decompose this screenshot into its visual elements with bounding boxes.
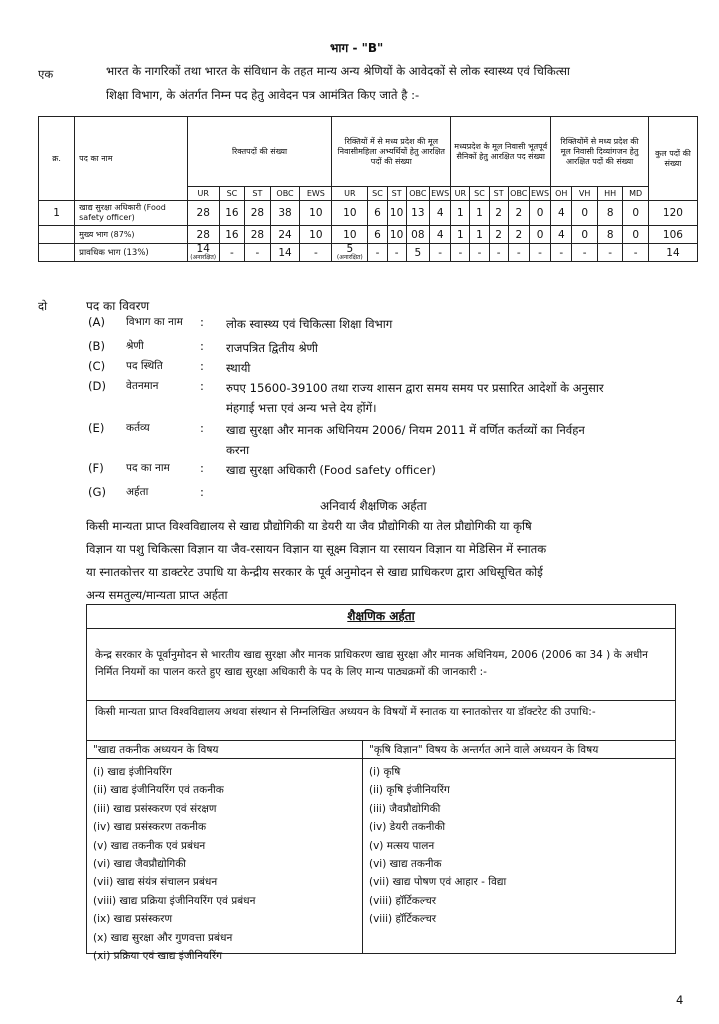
list-item: (viii) हॉर्टिकल्चर — [369, 894, 437, 907]
detail-label: श्रेणी — [126, 340, 144, 352]
sub-header-cell: ST — [489, 187, 508, 201]
cell: 28 — [245, 226, 271, 244]
cell-name: खाद्य सुरक्षा अधिकारी (Food safety officer) — [75, 201, 188, 226]
cell — [187, 244, 219, 262]
detail-separator: : — [200, 359, 204, 373]
table-row — [39, 244, 698, 262]
detail-separator: : — [200, 315, 204, 329]
cell: - — [219, 244, 245, 262]
sub-header-cell: ST — [245, 187, 271, 201]
cell: 28 — [245, 201, 271, 226]
qualification-line: या स्नातकोत्तर या डाक्टरेट उपाधि या केन्द्रीय सरकार के पूर्व अनुमोदन से खाद्य प्राधिकरण द्वारा अधिसूचित कोई — [86, 565, 543, 579]
detail-value-line: राजपत्रित द्वितीय श्रेणी — [226, 341, 318, 355]
detail-value-line: रुपए 15600-39100 तथा राज्य शासन द्वारा समय समय पर प्रसारित आदेशों के अनुसार — [226, 381, 604, 395]
cell: 6 — [368, 226, 387, 244]
qual-box-title — [87, 605, 675, 629]
cell: - — [597, 244, 623, 262]
cell: 0 — [529, 201, 550, 226]
qualification-line: अन्य समतुल्य/मान्यता प्राप्त अर्हता — [86, 588, 228, 602]
list-item: (viii) खाद्य प्रक्रिया इंजीनियरिंग एवं प्रबंधन — [93, 894, 256, 907]
qualification-box — [86, 604, 676, 963]
list-item: (iv) डेयरी तकनीकी — [369, 821, 446, 834]
sub-header-cell: VH — [572, 187, 598, 201]
cell: 24 — [270, 226, 300, 244]
detail-value — [226, 338, 686, 358]
qual-box-note1: केन्द्र सरकार के पूर्वानुमोदन से भारतीय खाद्य सुरक्षा और मानक प्राधिकरण खाद्य सुरक्षा और मानक अधिनियम, 2006 (2006 का 34 ) के अधीन निर्मित नियमों का पालन करते हुए खाद्य सुरक्षा अधिकारी के पद के लिए मान्य पाठ्यक्रमों की जानकारी :- — [87, 629, 675, 701]
qualification-line: विज्ञान या पशु चिकित्सा विज्ञान या जैव-रसायन विज्ञान या सूक्ष्म विज्ञान या रसायन विज्ञान या मेडिसिन में स्नातक — [86, 542, 547, 556]
list-item: (xi) प्रक्रिया एवं खाद्य इंजीनियरिंग — [93, 950, 223, 963]
cell: 28 — [187, 226, 219, 244]
sub-header-cell: OBC — [270, 187, 300, 201]
cell: 10 — [387, 226, 406, 244]
list-item: (iii) जैवप्रौद्योगिकी — [369, 802, 441, 815]
list-item: (ix) खाद्य प्रसंस्करण — [93, 913, 173, 926]
cell: - — [387, 244, 406, 262]
detail-separator: : — [200, 379, 204, 393]
qualification-line: किसी मान्यता प्राप्त विश्वविद्यालय से खाद्य प्रौद्योगिकी या डेयरी या जैव प्रौद्योगिकी या तेल प्रौद्योगिकी या कृषि — [86, 519, 532, 533]
list-item: (vii) खाद्य पोषण एवं आहार - विद्या — [369, 876, 507, 889]
cell: 16 — [219, 226, 245, 244]
list-item: (v) खाद्य तकनीक एवं प्रबंधन — [93, 839, 206, 852]
cell: 0 — [529, 226, 550, 244]
cell: 14 — [270, 244, 300, 262]
section-one-marker: एक — [38, 67, 54, 81]
header-disabled: रिक्तियोंमें से मध्य प्रदेश की मूल निवासी दिव्यांगजन हेतु आरक्षित पदों की संख्या — [551, 117, 649, 187]
cell: 4 — [430, 226, 451, 244]
sub-header-cell: UR — [451, 187, 470, 201]
cell-serial — [39, 226, 75, 244]
part-heading: भाग - "B" — [330, 41, 384, 55]
cell: - — [572, 244, 598, 262]
col-right-title: "कृषि विज्ञान" विषय के अन्तर्गत आने वाले अध्ययन के विषय — [363, 741, 675, 759]
cell: 28 — [187, 201, 219, 226]
cell-note: (अनारक्षित) — [336, 254, 363, 261]
cell-value: 5 — [346, 243, 354, 255]
list-item: (i) कृषि — [369, 766, 401, 778]
cell: 6 — [368, 201, 387, 226]
cell — [332, 244, 368, 262]
header-post-name: पद का नाम — [75, 117, 188, 201]
cell: 1 — [451, 201, 470, 226]
cell — [39, 244, 75, 262]
cell: - — [489, 244, 508, 262]
cell: - — [245, 244, 271, 262]
section-two-marker: दो — [38, 299, 48, 313]
detail-separator: : — [200, 421, 204, 435]
list-item: (iv) खाद्य प्रसंस्करण तकनीक — [93, 821, 207, 834]
detail-value-line: स्थायी — [226, 361, 251, 375]
detail-separator: : — [200, 485, 204, 499]
list-item: (ii) कृषि इंजीनियरिंग — [369, 784, 450, 797]
cell-serial: 1 — [39, 201, 75, 226]
detail-value-line: खाद्य सुरक्षा अधिकारी (Food safety officer) — [226, 463, 436, 477]
cell: 0 — [572, 201, 598, 226]
detail-separator: : — [200, 461, 204, 475]
sub-header-cell: EWS — [430, 187, 451, 201]
list-item: (x) खाद्य सुरक्षा और गुणवत्ता प्रबंधन — [93, 931, 233, 944]
qualification-heading: अनिवार्य शैक्षणिक अर्हता — [320, 499, 427, 513]
detail-key: (E) — [88, 421, 105, 435]
cell: 0 — [623, 226, 649, 244]
sub-header-cell: OBC — [508, 187, 529, 201]
cell: 13 — [406, 201, 429, 226]
cell-name: मुख्य भाग (87%) — [75, 226, 188, 244]
col-left-title: "खाद्य तकनीक अध्ययन के विषय — [87, 741, 363, 759]
cell: 10 — [332, 226, 368, 244]
detail-separator: : — [200, 339, 204, 353]
detail-value — [226, 378, 686, 418]
list-item: (iii) खाद्य प्रसंस्करण एवं संरक्षण — [93, 802, 217, 815]
page-number: 4 — [676, 993, 684, 1007]
detail-key: (A) — [88, 315, 105, 329]
cell: 16 — [219, 201, 245, 226]
header-ex-servicemen: मध्यप्रदेश के मूल निवासी भूतपूर्व सैनिकों हेतु आरक्षित पद संख्या — [451, 117, 551, 187]
food-tech-subject-list — [87, 759, 363, 963]
cell: - — [451, 244, 470, 262]
cell: 38 — [270, 201, 300, 226]
cell-total: 120 — [648, 201, 697, 226]
cell: - — [508, 244, 529, 262]
cell: 4 — [430, 201, 451, 226]
detail-label: विभाग का नाम — [126, 316, 183, 328]
sub-header-cell: SC — [368, 187, 387, 201]
cell: 0 — [623, 201, 649, 226]
cell: 5 — [406, 244, 429, 262]
cell-value: 14 — [196, 243, 210, 255]
detail-value-line: मंहगाई भत्ता एवं अन्य भत्ते देय होंगें। — [226, 401, 377, 415]
detail-label: वेतनमान — [126, 380, 159, 392]
detail-label: कर्तव्य — [126, 422, 150, 434]
detail-value-line: करना — [226, 443, 250, 457]
cell-total: 106 — [648, 226, 697, 244]
section-two-heading: पद का विवरण — [86, 299, 150, 313]
table-row — [39, 201, 698, 226]
detail-value-line: लोक स्वास्थ्य एवं चिकित्सा शिक्षा विभाग — [226, 317, 393, 331]
qual-box-title-text: शैक्षणिक अर्हता — [347, 609, 415, 623]
cell: - — [368, 244, 387, 262]
sub-header-cell: EWS — [529, 187, 550, 201]
cell: 10 — [300, 201, 332, 226]
sub-header-cell: ST — [387, 187, 406, 201]
section-one-line1: भारत के नागरिकों तथा भारत के संविधान के तहत मान्य अन्य श्रेणियों के आवेदकों से लोक स्वास्थ्य एवं चिकित्सा — [106, 64, 570, 78]
agri-subject-list — [363, 759, 675, 953]
detail-key: (C) — [88, 359, 106, 373]
cell: 2 — [489, 201, 508, 226]
sub-header-cell: OH — [551, 187, 572, 201]
section-one-line2: शिक्षा विभाग, के अंतर्गत निम्न पद हेतु आवेदन पत्र आमंत्रित किए जाते है :- — [106, 88, 420, 102]
cell: 2 — [508, 226, 529, 244]
detail-key: (B) — [88, 339, 106, 353]
cell: 10 — [332, 201, 368, 226]
section-one-text — [106, 59, 696, 107]
qualification-text — [86, 515, 686, 607]
list-item: (v) मत्सय पालन — [369, 839, 435, 852]
cell: 10 — [387, 201, 406, 226]
detail-value-line: खाद्य सुरक्षा और मानक अधिनियम 2006/ नियम 2011 में वर्णित कर्तव्यों का निर्वहन — [226, 423, 585, 437]
detail-value — [226, 420, 686, 460]
vacancy-table — [38, 116, 698, 262]
detail-value — [226, 460, 686, 480]
detail-label: पद स्थिति — [126, 360, 163, 372]
cell: - — [623, 244, 649, 262]
cell: 1 — [470, 226, 489, 244]
cell: - — [529, 244, 550, 262]
detail-value — [226, 358, 686, 378]
sub-header-cell: OBC — [406, 187, 429, 201]
cell: 8 — [597, 226, 623, 244]
sub-header-cell: SC — [219, 187, 245, 201]
detail-label: अर्हता — [126, 486, 149, 498]
table-row — [39, 226, 698, 244]
sub-header-cell: EWS — [300, 187, 332, 201]
sub-header-cell: MD — [623, 187, 649, 201]
cell: - — [300, 244, 332, 262]
cell: 8 — [597, 201, 623, 226]
header-total-vacancies: रिक्तपदों की संख्या — [187, 117, 332, 187]
list-item: (i) खाद्य इंजीनियरिंग — [93, 766, 172, 778]
cell: 1 — [470, 201, 489, 226]
header-serial: क्र. — [39, 117, 75, 201]
cell: 4 — [551, 201, 572, 226]
cell: 08 — [406, 226, 429, 244]
cell: 0 — [572, 226, 598, 244]
cell: 1 — [451, 226, 470, 244]
sub-header-cell: SC — [470, 187, 489, 201]
list-item: (viii) हॉर्टिकल्चर — [369, 913, 437, 926]
sub-header-cell: HH — [597, 187, 623, 201]
cell: - — [551, 244, 572, 262]
detail-value — [226, 314, 686, 334]
detail-key: (G) — [88, 485, 107, 499]
list-item: (vi) खाद्य तकनीक — [369, 858, 442, 871]
list-item: (vii) खाद्य संयंत्र संचालन प्रबंधन — [93, 876, 218, 889]
cell-total: 14 — [648, 244, 697, 262]
sub-header-cell: UR — [332, 187, 368, 201]
cell: - — [430, 244, 451, 262]
list-item: (vi) खाद्य जैवप्रौद्योगिकी — [93, 858, 186, 871]
cell-name: प्रावधिक भाग (13%) — [75, 244, 188, 262]
qual-box-note2: किसी मान्यता प्राप्त विश्वविद्यालय अथवा संस्थान से निम्नलिखित अध्ययन के विषयों में स्नातक या स्नातकोत्तर या डॉक्टरेट की उपाधि:- — [87, 701, 675, 741]
detail-key: (D) — [88, 379, 106, 393]
detail-label: पद का नाम — [126, 462, 170, 474]
cell-note: (अनारक्षित) — [190, 254, 217, 261]
cell: - — [470, 244, 489, 262]
cell: 2 — [489, 226, 508, 244]
list-item: (ii) खाद्य इंजीनियरिंग एवं तकनीक — [93, 784, 224, 797]
cell: 4 — [551, 226, 572, 244]
cell: 2 — [508, 201, 529, 226]
sub-header-cell: UR — [187, 187, 219, 201]
header-grand-total: कुल पदों की संख्या — [648, 117, 697, 201]
header-mp-women: रिक्तियों में से मध्य प्रदेश की मूल निवासीमहिला अभ्यर्थियों हेतु आरक्षित पदों की संख्या — [332, 117, 451, 187]
cell: 10 — [300, 226, 332, 244]
detail-key: (F) — [88, 461, 104, 475]
